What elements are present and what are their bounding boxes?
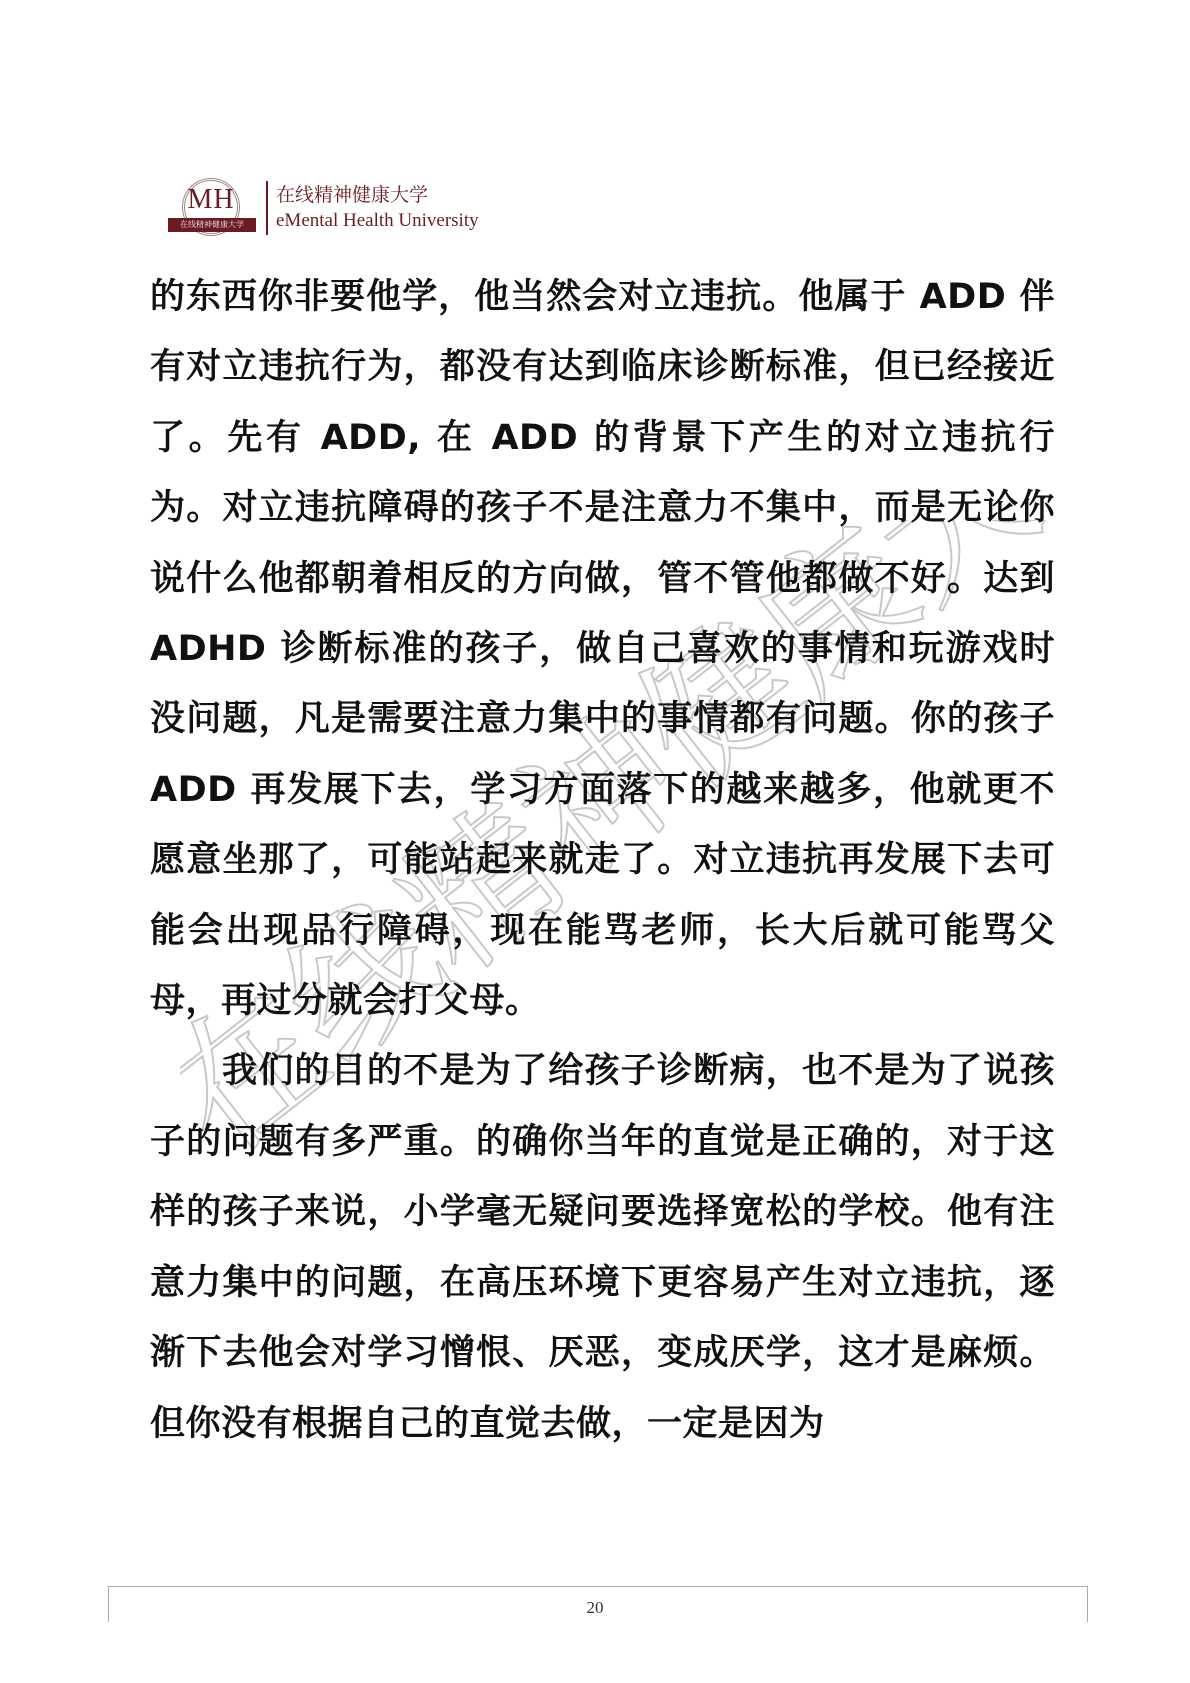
university-name-english: eMental Health University — [276, 210, 479, 231]
header-titles — [276, 182, 479, 234]
university-name-chinese: 在线精神健康大学 — [276, 184, 429, 206]
logo-ribbon: 在线精神健康大学 — [168, 218, 256, 232]
svg-text:在线精神健康大学: 在线精神健康大学 — [180, 520, 1080, 1189]
body-text — [150, 262, 1055, 1459]
header-divider — [266, 181, 268, 235]
document-header — [168, 176, 479, 240]
paragraph-2: 我们的目的不是为了给孩子诊断病，也不是为了说孩子的问题有多严重。的确你当年的直觉是正确的，对于这样的孩子来说，小学毫无疑问要选择宽松的学校。他有注意力集中的问题，在高压环境下更容易产生对立违抗，逐渐下去他会对学习憎恨、厌恶，变成厌学，这才是麻烦。但你没有根据自己的直觉去做，一定是因为 — [150, 1051, 1055, 1444]
footer-rule — [108, 1586, 1088, 1587]
paragraph-1: 的东西你非要他学，他当然会对立违抗。他属于 ADD 伴有对立违抗行为，都没有达到临床诊断标准，但已经接近了。先有 ADD, 在 ADD 的背景下产生的对立违抗行为。对立违抗障碍的孩子不是注意力不集中，而是无论你说什么他都朝着相反的方向做，管不管他都做不好。达到 ADHD 诊断标准的孩子，做自己喜欢的事情和玩游戏时没问题，凡是需要注意力集中的事情都有问题。你的孩子 ADD 再发展下去，学习方面落下的越来越多，他就更不愿意坐那了，可能站起来就走了。对立违抗再发展下去可能会出现品行障碍，现在能骂老师，长大后就可能骂父母，再过分就会打父母。 — [150, 277, 1055, 1022]
page-number: 20 — [586, 1598, 604, 1617]
university-logo — [168, 178, 260, 238]
logo-monogram: MH — [187, 184, 235, 215]
